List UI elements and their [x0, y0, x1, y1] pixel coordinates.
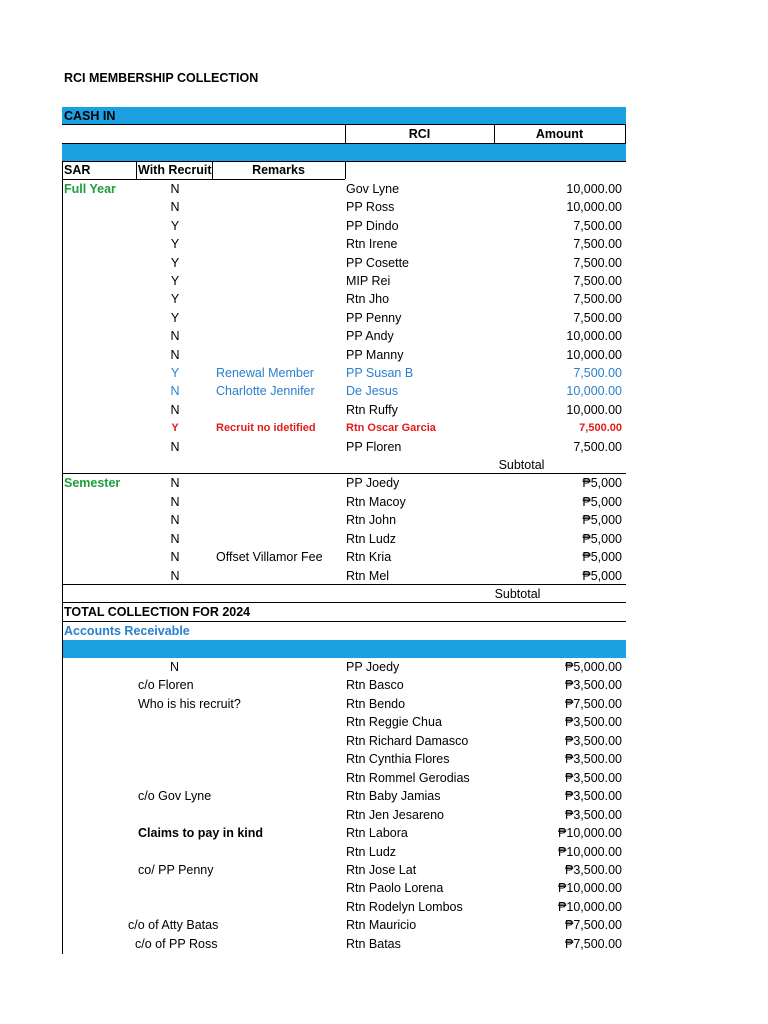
amount-cell: 7,500.00: [579, 422, 622, 435]
member-name: Rtn Rommel Gerodias: [346, 770, 470, 785]
member-name: Rtn Jho: [346, 292, 390, 307]
col-remarks: Remarks: [252, 163, 305, 177]
member-name: PP Joedy: [346, 476, 400, 490]
recruit-flag: N: [170, 494, 180, 509]
amount-cell: 7,500.00: [573, 255, 622, 270]
amount-cell: ₱10,000.00: [558, 826, 622, 841]
note-cell: c/o of PP Ross: [135, 936, 218, 951]
recruit-flag: N: [170, 476, 180, 490]
blue-band-2: [62, 144, 626, 161]
remarks-cell: Offset Villamor Fee: [216, 550, 323, 564]
note-cell: Who is his recruit?: [138, 696, 241, 711]
amount-cell: ₱5,000.00: [565, 660, 622, 674]
remarks-cell: Charlotte Jennifer: [216, 384, 315, 399]
amount-cell: ₱3,500.00: [565, 807, 622, 822]
note-cell: c/o Floren: [138, 678, 194, 693]
member-name: Rtn Ludz: [346, 844, 397, 859]
member-name: Rtn Kria: [346, 550, 392, 564]
recruit-flag: N: [170, 182, 180, 196]
amount-cell: 7,500.00: [573, 292, 622, 307]
member-name: PP Joedy: [346, 660, 400, 674]
amount-cell: ₱5,000: [582, 568, 622, 583]
note-cell: c/o Gov Lyne: [138, 789, 212, 804]
amount-cell: 10,000.00: [566, 200, 622, 215]
amount-cell: ₱7,500.00: [565, 696, 622, 711]
cash-in-band: [62, 107, 626, 124]
accounts-receivable-label: Accounts Receivable: [64, 624, 190, 638]
recruit-flag: Y: [170, 310, 180, 325]
amount-cell: 10,000.00: [566, 182, 622, 196]
amount-cell: 7,500.00: [573, 310, 622, 325]
member-name: Rtn Macoy: [346, 494, 406, 509]
recruit-flag: N: [170, 531, 180, 546]
recruit-flag: Y: [170, 292, 180, 307]
total-collection-label: TOTAL COLLECTION FOR 2024: [64, 605, 251, 619]
member-name: PP Ross: [346, 200, 395, 215]
amount-cell: ₱3,500.00: [565, 862, 622, 877]
member-name: PP Penny: [346, 310, 402, 325]
recruit-flag: Y: [171, 422, 179, 435]
member-name: Rtn Mel: [346, 568, 390, 583]
member-name: Rtn Baby Jamias: [346, 789, 441, 804]
recruit-flag: N: [170, 568, 180, 583]
recruit-flag: Y: [170, 366, 180, 380]
recruit-flag: Y: [170, 274, 180, 288]
member-name: Rtn Bendo: [346, 696, 406, 711]
recruit-flag: N: [170, 347, 180, 362]
member-name: Rtn Basco: [346, 678, 404, 693]
full-year-subtotal-label: Subtotal: [498, 458, 545, 472]
member-name: PP Floren: [346, 439, 402, 454]
recruit-flag: Y: [170, 237, 180, 252]
amount-cell: 7,500.00: [573, 237, 622, 252]
full-year-label: Full Year: [64, 182, 116, 196]
member-name: Rtn Oscar Garcia: [346, 422, 436, 435]
header-rci: RCI: [408, 127, 431, 141]
header-amount: Amount: [535, 127, 584, 141]
member-name: Rtn Rodelyn Lombos: [346, 899, 463, 914]
member-name: Rtn Ludz: [346, 531, 397, 546]
recruit-flag: N: [170, 513, 180, 527]
member-name: Rtn Batas: [346, 936, 401, 951]
remarks-cell: Recruit no idetified: [216, 422, 316, 435]
recruit-flag: N: [170, 329, 180, 344]
amount-cell: ₱10,000.00: [558, 844, 622, 859]
amount-cell: ₱3,500.00: [565, 715, 622, 730]
amount-cell: 7,500.00: [573, 439, 622, 454]
member-name: PP Cosette: [346, 255, 410, 270]
col-with-recruit: With Recruit: [138, 163, 212, 177]
member-name: PP Dindo: [346, 218, 399, 233]
amount-cell: ₱3,500.00: [565, 678, 622, 693]
cash-in-label: CASH IN: [64, 109, 116, 123]
amount-cell: 10,000.00: [566, 384, 622, 399]
member-name: Gov Lyne: [346, 182, 400, 196]
amount-cell: ₱5,000: [582, 531, 622, 546]
amount-cell: ₱7,500.00: [565, 918, 622, 933]
left-border: [62, 179, 63, 954]
member-name: Rtn Ruffy: [346, 402, 398, 417]
recruit-flag: N: [170, 200, 180, 215]
amount-cell: ₱3,500.00: [565, 733, 622, 748]
recruit-flag: N: [170, 384, 180, 399]
amount-cell: ₱5,000: [582, 476, 622, 490]
member-name: De Jesus: [346, 384, 399, 399]
member-name: PP Manny: [346, 347, 404, 362]
amount-cell: 10,000.00: [566, 402, 622, 417]
note-cell: Claims to pay in kind: [138, 826, 264, 841]
remarks-cell: Renewal Member: [216, 366, 314, 380]
amount-cell: ₱7,500.00: [565, 936, 622, 951]
amount-cell: ₱3,500.00: [565, 789, 622, 804]
semester-subtotal-label: Subtotal: [494, 587, 541, 601]
member-name: Rtn Irene: [346, 237, 398, 252]
amount-cell: ₱5,000: [582, 494, 622, 509]
member-name: Rtn Jen Jesareno: [346, 807, 444, 822]
amount-cell: ₱3,500.00: [565, 770, 622, 785]
amount-cell: ₱5,000: [582, 513, 622, 527]
member-name: Rtn John: [346, 513, 397, 527]
recruit-flag: N: [170, 402, 180, 417]
amount-cell: ₱3,500.00: [565, 752, 622, 767]
recruit-flag: Y: [170, 255, 180, 270]
member-name: PP Andy: [346, 329, 394, 344]
amount-cell: ₱10,000.00: [558, 899, 622, 914]
amount-cell: 10,000.00: [566, 329, 622, 344]
amount-cell: ₱10,000.00: [558, 881, 622, 896]
member-name: Rtn Reggie Chua: [346, 715, 442, 730]
member-name: Rtn Mauricio: [346, 918, 417, 933]
member-name: Rtn Cynthia Flores: [346, 752, 450, 767]
member-name: Rtn Jose Lat: [346, 862, 417, 877]
amount-cell: 10,000.00: [566, 347, 622, 362]
amount-cell: 7,500.00: [573, 274, 622, 288]
note-cell: c/o of Atty Batas: [128, 918, 219, 933]
member-name: Rtn Richard Damasco: [346, 733, 469, 748]
recruit-flag: N: [170, 550, 180, 564]
member-name: MIP Rei: [346, 274, 391, 288]
member-name: Rtn Labora: [346, 826, 408, 841]
note-cell: co/ PP Penny: [138, 862, 214, 877]
recruit-flag: N: [170, 439, 180, 454]
member-name: Rtn Paolo Lorena: [346, 881, 444, 896]
amount-cell: ₱5,000: [582, 550, 622, 564]
col-sar: SAR: [64, 163, 91, 177]
recruit-flag: Y: [170, 218, 180, 233]
page-title: RCI MEMBERSHIP COLLECTION: [64, 71, 259, 85]
semester-label: Semester: [64, 476, 121, 490]
amount-cell: 7,500.00: [573, 218, 622, 233]
receivable-band: [62, 640, 626, 658]
note-cell: N: [170, 660, 180, 674]
member-name: PP Susan B: [346, 366, 414, 380]
amount-cell: 7,500.00: [573, 366, 622, 380]
